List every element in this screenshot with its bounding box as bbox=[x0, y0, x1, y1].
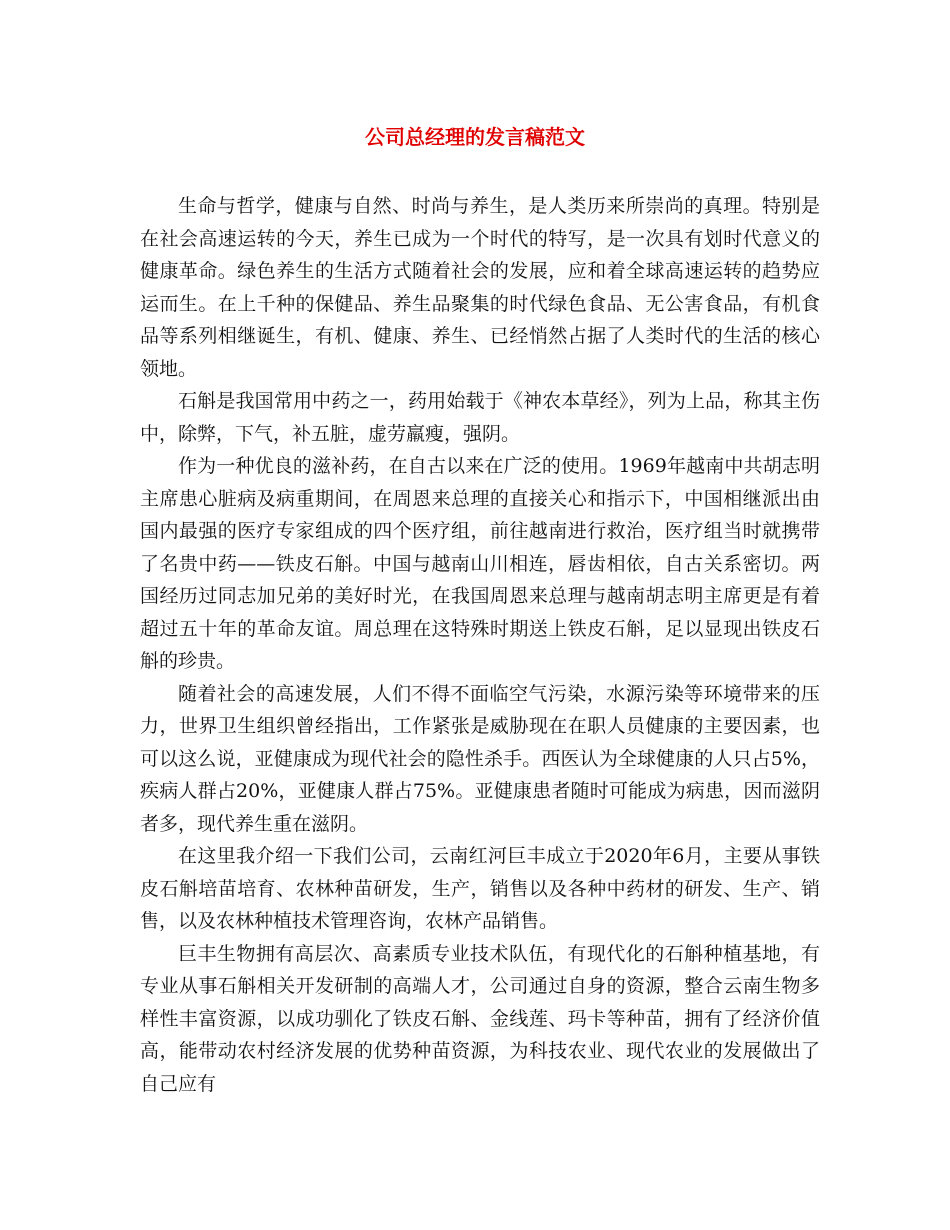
document-body bbox=[140, 190, 820, 1100]
paragraph-3: 作为一种优良的滋补药，在自古以来在广泛的使用。1969年越南中共胡志明主席患心脏病及病重期间，在周恩来总理的直接关心和指示下，中国相继派出由国内最强的医疗专家组成的四个医疗组，前往越南进行救治，医疗组当时就携带了名贵中药——铁皮石斛。中国与越南山川相连，唇齿相依，自古关系密切。两国经历过同志加兄弟的美好时光，在我国周恩来总理与越南胡志明主席更是有着超过五十年的革命友谊。周总理在这特殊时期送上铁皮石斛，足以显现出铁皮石斛的珍贵。 bbox=[140, 455, 820, 672]
paragraph-5: 在这里我介绍一下我们公司，云南红河巨丰成立于2020年6月，主要从事铁皮石斛培苗培育、农林种苗研发，生产，销售以及各种中药材的研发、生产、销售，以及农林种植技术管理咨询，农林产品销售。 bbox=[140, 845, 820, 932]
paragraph-2: 石斛是我国常用中药之一，药用始载于《神农本草经》，列为上品，称其主伤中，除弊，下气，补五脏，虚劳羸瘦，强阴。 bbox=[140, 390, 820, 445]
paragraph-1: 生命与哲学，健康与自然、时尚与养生，是人类历来所崇尚的真理。特别是在社会高速运转的今天，养生已成为一个时代的特写，是一次具有划时代意义的健康革命。绿色养生的生活方式随着社会的发展，应和着全球高速运转的趋势应运而生。在上千种的保健品、养生品聚集的时代绿色食品、无公害食品，有机食品等系列相继诞生，有机、健康、养生、已经悄然占据了人类时代的生活的核心领地。 bbox=[140, 195, 820, 380]
paragraph-6: 巨丰生物拥有高层次、高素质专业技术队伍，有现代化的石斛种植基地，有专业从事石斛相关开发研制的高端人才，公司通过自身的资源，整合云南生物多样性丰富资源，以成功驯化了铁皮石斛、金线莲、玛卡等种苗，拥有了经济价值高，能带动农村经济发展的优势种苗资源，为科技农业、现代农业的发展做出了自己应有 bbox=[140, 942, 820, 1095]
document-title: 公司总经理的发言稿范文 bbox=[365, 125, 585, 149]
paragraph-4: 随着社会的高速发展，人们不得不面临空气污染，水源污染等环境带来的压力，世界卫生组织曾经指出，工作紧张是威胁现在在职人员健康的主要因素，也可以这么说，亚健康成为现代社会的隐性杀手。西医认为全球健康的人只占5%，疾病人群占20%，亚健康人群占75%。亚健康患者随时可能成为病患，因而滋阴者多，现代养生重在滋阴。 bbox=[140, 682, 820, 835]
